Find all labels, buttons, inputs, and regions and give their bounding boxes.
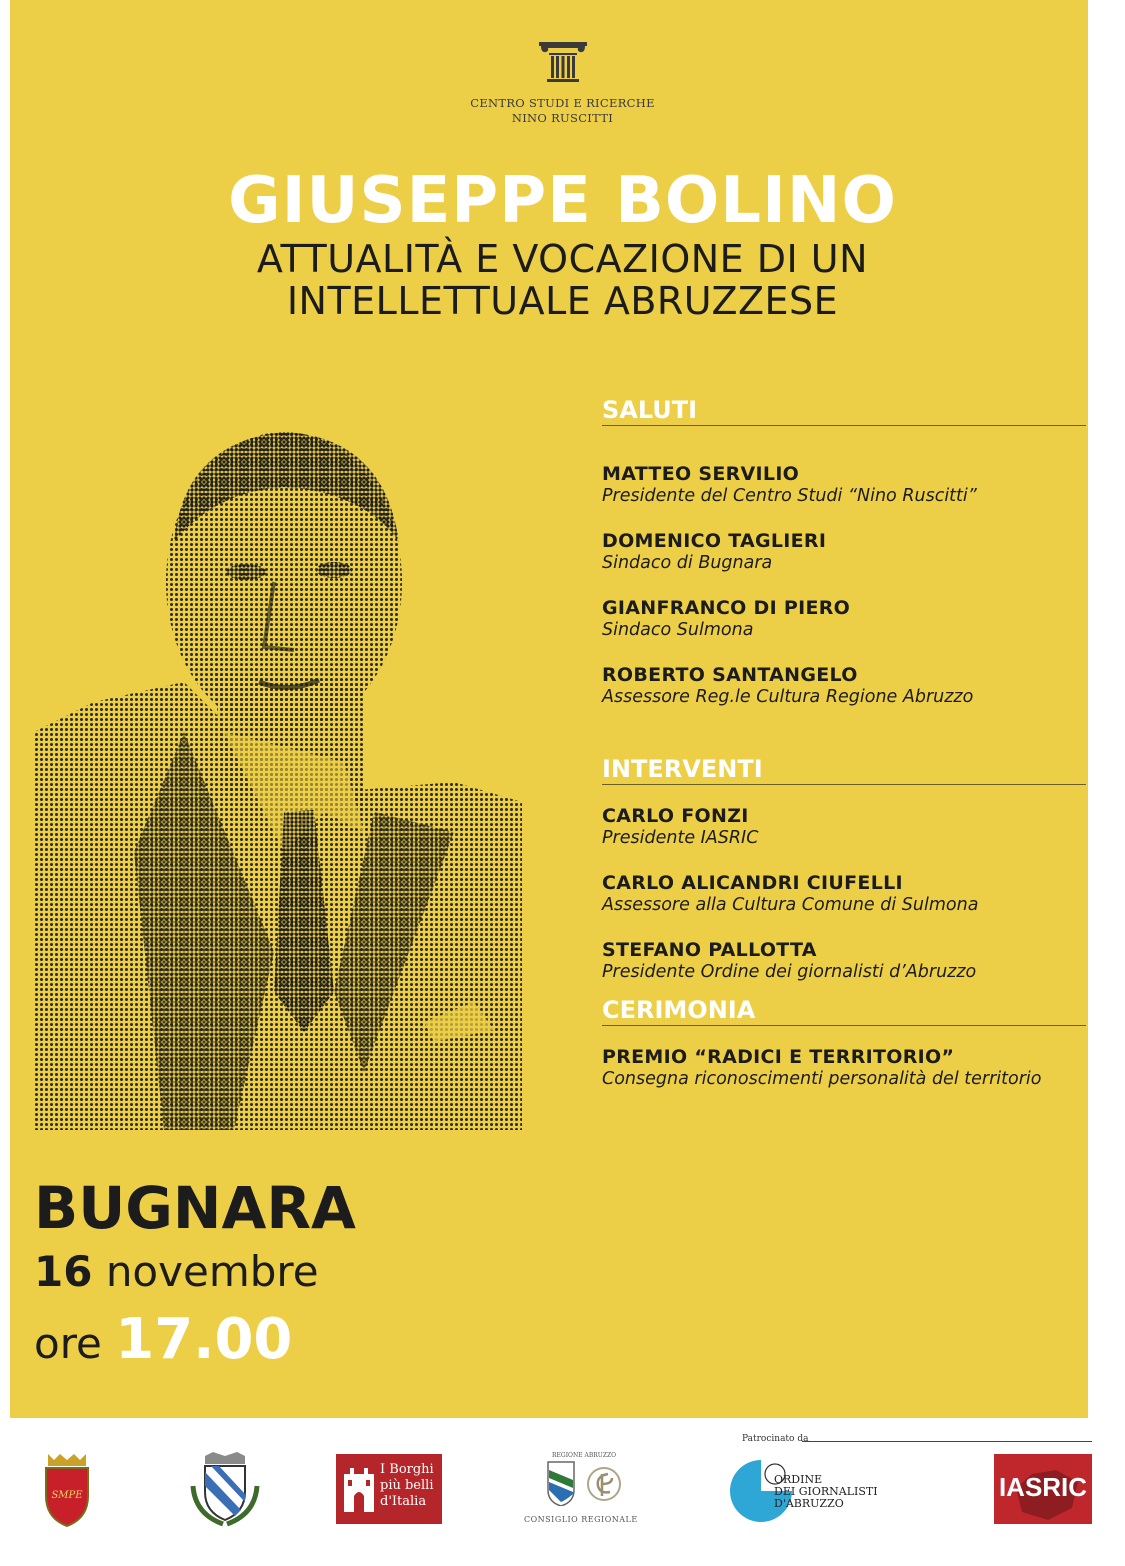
list-item bbox=[602, 530, 1086, 573]
list-item bbox=[602, 805, 1086, 848]
consiglio-label: CONSIGLIO REGIONALE bbox=[524, 1515, 638, 1524]
consiglio-small-label: REGIONE ABRUZZO bbox=[552, 1452, 617, 1459]
event-time-prefix: ore bbox=[34, 1319, 102, 1368]
speaker-name: GIANFRANCO DI PIERO bbox=[602, 597, 851, 619]
list-item bbox=[602, 872, 1086, 915]
speaker-name: DOMENICO TAGLIERI bbox=[602, 530, 827, 552]
speaker-role: Assessore alla Cultura Comune di Sulmona bbox=[602, 895, 979, 915]
ionic-column-icon bbox=[537, 38, 589, 84]
ordine-line3: D'ABRUZZO bbox=[774, 1497, 844, 1510]
cr-monogram-icon bbox=[586, 1464, 622, 1504]
bugnara-crest-logo bbox=[185, 1450, 265, 1528]
borghi-line3: d'Italia bbox=[380, 1494, 427, 1509]
speaker-role: Sindaco di Bugnara bbox=[602, 553, 773, 573]
event-hour: 17.00 bbox=[115, 1307, 293, 1372]
event-day: 16 bbox=[34, 1247, 93, 1296]
speaker-role: Presidente IASRIC bbox=[602, 828, 759, 848]
main-title: GIUSEPPE BOLINO bbox=[228, 164, 897, 238]
list-item bbox=[602, 463, 1086, 506]
org-name-line2: NINO RUSCITTI bbox=[511, 111, 614, 125]
halftone-portrait bbox=[34, 432, 524, 1130]
crest-lettering: SMPE bbox=[51, 1490, 83, 1501]
event-city: BUGNARA bbox=[34, 1174, 356, 1242]
speaker-name: MATTEO SERVILIO bbox=[602, 463, 800, 485]
event-month: novembre bbox=[105, 1247, 319, 1296]
iasric-logo bbox=[994, 1454, 1092, 1524]
abruzzo-shield-icon bbox=[546, 1460, 576, 1506]
subtitle-line1: ATTUALITÀ E VOCAZIONE DI UN bbox=[256, 237, 869, 281]
program-panel bbox=[602, 396, 1086, 1089]
speaker-name: CARLO ALICANDRI CIUFELLI bbox=[602, 872, 903, 894]
section-heading-interventi: INTERVENTI bbox=[602, 755, 1086, 785]
borghi-line1: I Borghi bbox=[380, 1462, 434, 1477]
castle-icon bbox=[342, 1464, 376, 1514]
municipal-crest-logo bbox=[40, 1452, 94, 1528]
consiglio-regionale-logo bbox=[520, 1452, 644, 1528]
list-item bbox=[602, 939, 1086, 982]
speaker-name: CARLO FONZI bbox=[602, 805, 749, 827]
list-item bbox=[602, 664, 1086, 707]
speaker-name: ROBERTO SANTANGELO bbox=[602, 664, 858, 686]
speaker-role: Presidente del Centro Studi “Nino Ruscitti” bbox=[602, 486, 977, 506]
event-time bbox=[34, 1307, 356, 1372]
iasric-label: IASRIC bbox=[998, 1472, 1088, 1502]
ordine-line1: ORDINE bbox=[774, 1473, 823, 1486]
subtitle bbox=[0, 238, 1125, 322]
speaker-name: STEFANO PALLOTTA bbox=[602, 939, 817, 961]
borghi-logo bbox=[336, 1454, 442, 1524]
list-item bbox=[602, 597, 1086, 640]
patronage-label: Patrocinato da bbox=[742, 1434, 809, 1444]
award-name: PREMIO “RADICI E TERRITORIO” bbox=[602, 1046, 955, 1068]
award-description: Consegna riconoscimenti personalità del territorio bbox=[602, 1069, 1042, 1089]
subtitle-line2: INTELLETTUALE ABRUZZESE bbox=[286, 279, 839, 323]
speaker-role: Assessore Reg.le Cultura Regione Abruzzo bbox=[602, 687, 974, 707]
list-item bbox=[602, 1046, 1086, 1089]
ordine-line2: DEI GIORNALISTI bbox=[774, 1485, 878, 1498]
ordine-giornalisti-logo bbox=[728, 1458, 908, 1526]
borghi-line2: più belli bbox=[380, 1478, 434, 1493]
speaker-role: Presidente Ordine dei giornalisti d’Abruzzo bbox=[602, 962, 977, 982]
event-date bbox=[34, 1248, 356, 1296]
section-heading-cerimonia: CERIMONIA bbox=[602, 996, 1086, 1026]
organization-logo bbox=[0, 38, 1125, 126]
patronage-divider bbox=[802, 1441, 1092, 1442]
section-heading-saluti: SALUTI bbox=[602, 396, 1086, 426]
event-info bbox=[34, 1174, 356, 1372]
speaker-role: Sindaco Sulmona bbox=[602, 620, 754, 640]
org-name-line1: CENTRO STUDI E RICERCHE bbox=[470, 96, 655, 110]
